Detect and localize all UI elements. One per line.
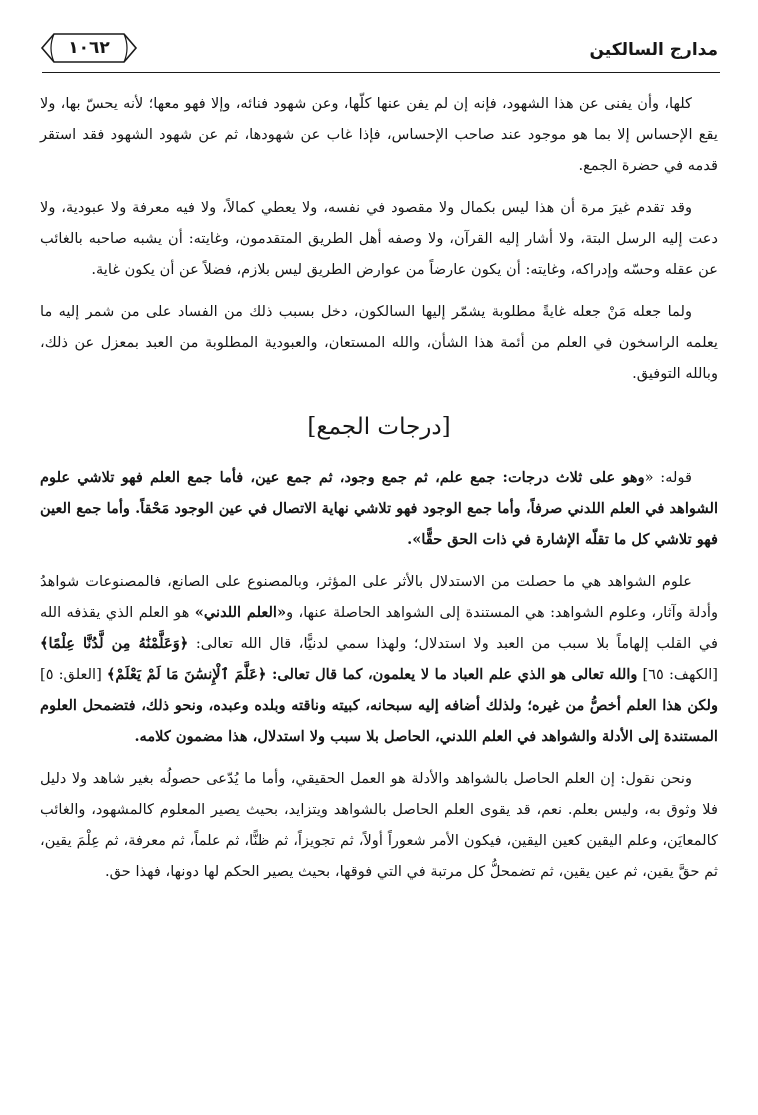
paragraph-3: ولما جعله مَنْ جعله غايةً مطلوبة يشمّر إليها السالكون، دخل بسبب ذلك من الفساد على من شمر إليه ما يعلمه الراسخون في العلم من أئمة هذا الشأن، والله المستعان، والعبودية المطلوبة من العبد بمعزل عن ذلك، وبالله التوفيق.	[40, 303, 718, 382]
verse-ref-2: [العلق: ٥]	[40, 666, 107, 683]
quran-verse-2: ﴿عَلَّمَ ٱلْإِنسَٰنَ مَا لَمْ يَعْلَمْ﴾	[106, 666, 267, 683]
section-heading: [درجات الجمع]	[307, 414, 451, 440]
term-ilm-ladunni: «العلم اللدني»	[194, 604, 287, 621]
paragraph-2: وقد تقدم غيرَ مرة أن هذا ليس بكمال ولا مقصود في نفسه، ولا يعطي كمالاً، ولا فيه معرفة ولا عبودية، ولا دعت إليه الرسل البتة، ولا أشار إليه القرآن، ولا وصفه أهل الطريق المتقدمون، وغايته: أن يشبه صاحبه بالغائب عن عقله وحسّه وإدراكه، وغايته: أن يكون عارضاً من عوارض الطريق ليس بلازم، فضلاً عن أن يكون غاية.	[40, 199, 718, 278]
verse-ref-1: [الكهف: ٦٥]	[637, 666, 718, 683]
quote-outro: ».	[407, 531, 422, 548]
paragraph-1: كلها، وأن يفنى عن هذا الشهود، فإنه إن لم يفن عنها كلّها، وعن شهود فنائه، وإلا فهو معها؛ لأنه يحسّ بها، ولا يقع الإحساس إلا بما هو موجود عند صاحب الإحساس، فإذا غاب عن شهودها، ثم عن شهود الشهود فقد استقر قدمه في حضرة الجمع.	[40, 95, 718, 174]
commentary-text-c: ولكن هذا العلم أخصُّ من غيره؛ ولذلك أضافه إليه سبحانه، كبيته وناقته وبلده وعبده، ونحو ذلك، فتضمحل العلوم المستندة إلى الأدلة والشواهد في العلم اللدني، الحاصل بلا سبب ولا استدلال، هذا مضمون كلامه.	[40, 697, 718, 745]
quote-paragraph	[40, 462, 718, 555]
commentary-bold-text: والله تعالى هو الذي علم العباد ما لا يعلمون، كما قال تعالى:	[266, 666, 638, 683]
quote-text: وهو على ثلاث درجات: جمع علم، ثم جمع وجود، ثم جمع عين، فأما جمع العلم فهو تلاشي علوم الشواهد في العلم اللدني صرفاً، وأما جمع الوجود فهو تلاشي نهاية الاتصال في عين الوجود مَحْقاً. وأما جمع العين فهو تلاشي كل ما تقلّه الإشارة في ذات الحق حقًّا	[40, 469, 718, 548]
commentary-text-a: علوم الشواهد هي ما حصلت من الاستدلال بالأثر على المؤثر، وبالمصنوع على الصانع، فالمصنوعات شواهدُ وأدلة وآثار، وعلوم الشواهد: هي المستندة إلى الشواهد الحاصلة عنها، و	[40, 573, 718, 621]
commentary-paragraph-1	[40, 566, 718, 752]
commentary-text-b: هو العلم الذي يقذفه الله في القلب إلهاماً بلا سبب من العبد ولا استدلال؛ ولهذا سمي لدنيًّا، قال الله تعالى:	[40, 604, 719, 652]
running-header	[40, 30, 718, 70]
page-number-badge	[40, 32, 138, 64]
quote-intro: قوله: «	[644, 469, 692, 486]
commentary-paragraph-2: ونحن نقول: إن العلم الحاصل بالشواهد والأدلة هو العمل الحقيقي، وأما ما يُدّعى حصولُه بغير شاهد ولا دليل فلا وثوق به، وليس بعلم. نعم، قد يقوى العلم الحاصل بالشواهد ويتزايد، بحيث يصير المعلوم كالمشهود، والغائب كالمعايَن، وعلم اليقين كعين اليقين، فيكون الأمر شعوراً أولاً، ثم تجويزاً، ثم ظنًّا، ثم علماً، ثم معرفة، ثم عِلْمَ يقين، ثم حقَّ يقين، ثم عين يقين، ثم تضمحلُّ كل مرتبة في التي فوقها، بحيث يصير الحكم لها دونها، فهذا حق.	[40, 770, 718, 880]
quran-verse-1: ﴿وَعَلَّمْنَٰهُ مِن لَّدُنَّا عِلْمًا﴾	[40, 635, 189, 652]
body-text	[40, 88, 718, 898]
page-number: ١٠٦٢	[68, 38, 110, 58]
header-rule	[42, 72, 720, 73]
book-title: مدارج السالكين	[589, 40, 718, 60]
